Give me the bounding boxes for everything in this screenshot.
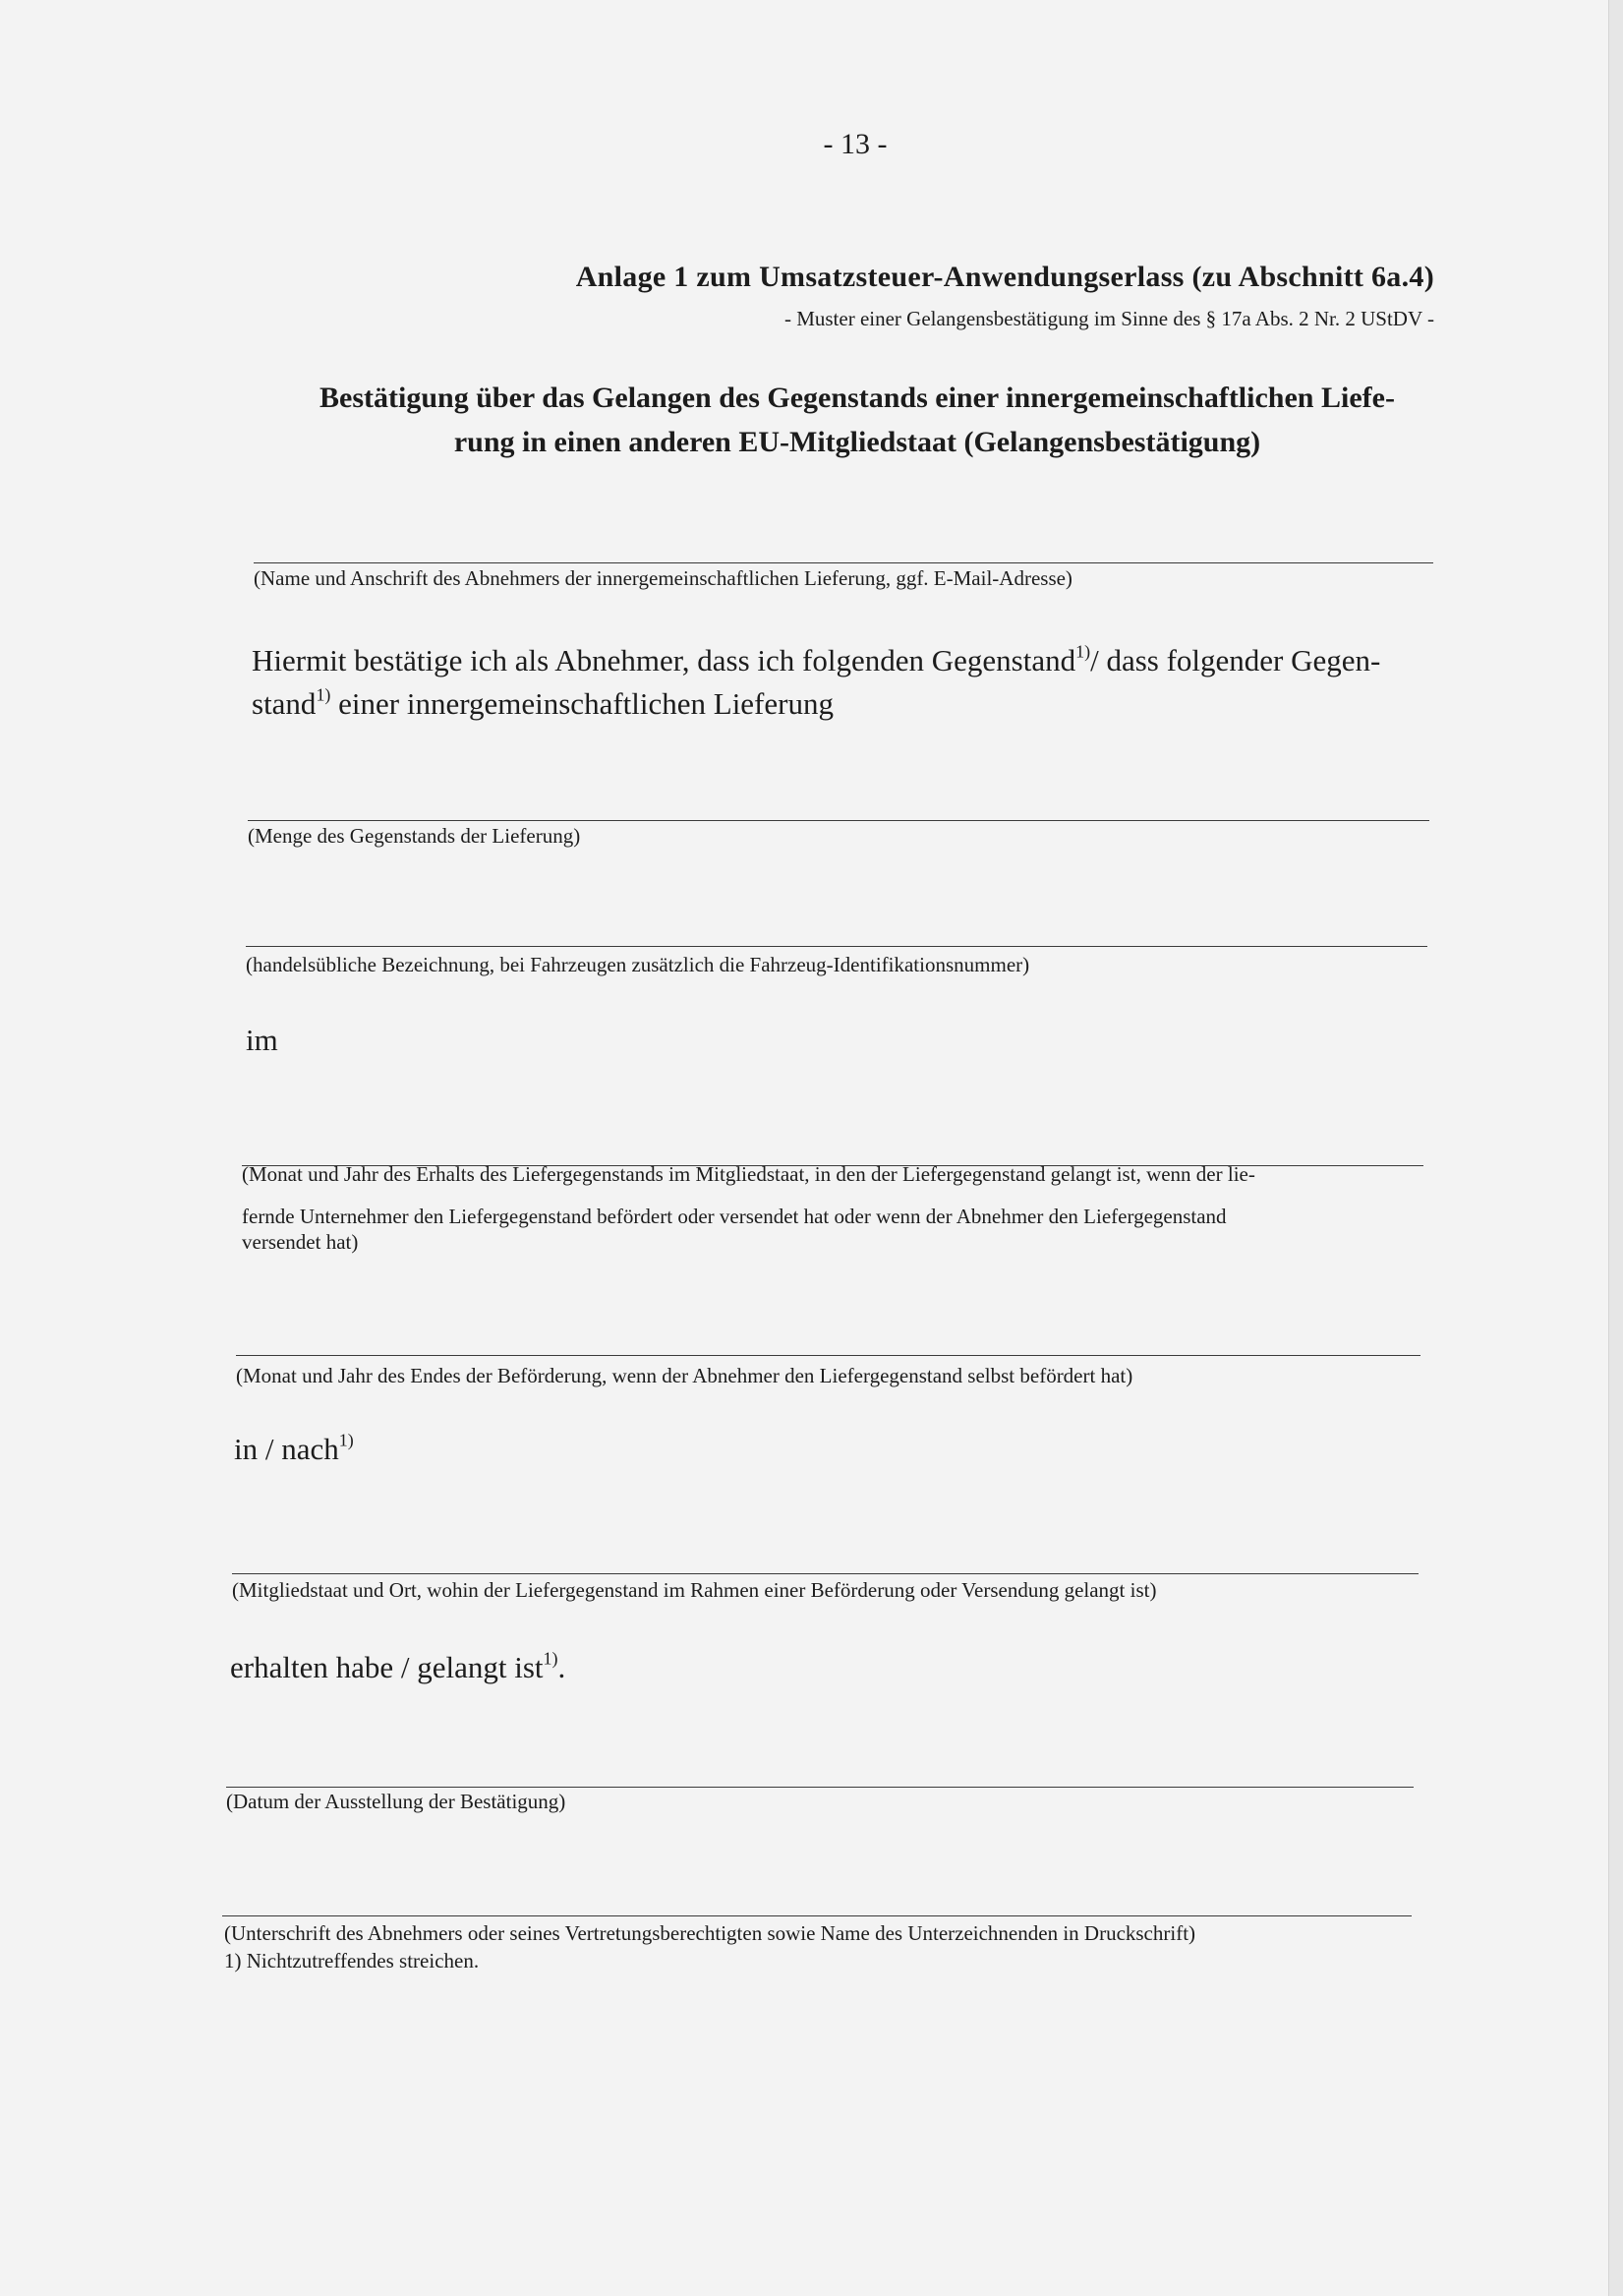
form-title-line-2: rung in einen anderen EU-Mitgliedstaat (Gelangensbestätigung): [453, 426, 1261, 458]
signature-caption: (Unterschrift des Abnehmers oder seines Vertretungsberechtigten sowie Name des Unterzeichnenden in Druckschrift): [224, 1921, 1196, 1945]
footnote-mark: 1): [338, 1430, 354, 1450]
footnote-mark: 1): [543, 1648, 558, 1669]
form-title-line-1: Bestätigung über das Gelangen des Gegenstands einer innergemeinschaftlichen Liefe-: [319, 382, 1395, 414]
issue-date-caption: (Datum der Ausstellung der Bestätigung): [226, 1790, 566, 1813]
annex-subheading: - Muster einer Gelangensbestätigung im Sinne des § 17a Abs. 2 Nr. 2 UStDV -: [783, 307, 1434, 330]
receipt-date-caption-line-1: (Monat und Jahr des Erhalts des Liefergegenstands im Mitgliedstaat, in den der Liefergegenstand gelangt ist, wenn der lie-: [242, 1162, 1255, 1186]
footnote-mark: 1): [1075, 641, 1091, 662]
footnote-text: 1) Nichtzutreffendes streichen.: [224, 1949, 480, 1972]
confirmation-statement-line-1: Hiermit bestätige ich als Abnehmer, dass ich folgenden Gegenstand$^{1)}$/ dass folgender Gegen-: [252, 641, 1381, 677]
member-state-caption: (Mitgliedstaat und Ort, wohin der Liefergegenstand im Rahmen einer Beförderung oder Versendung gelangt ist): [232, 1578, 1157, 1602]
page-number: - 13 -: [823, 128, 888, 160]
transport-end-caption: (Monat und Jahr des Endes der Beförderung, wenn der Abnehmer den Liefergegenstand selbst befördert hat): [236, 1364, 1133, 1387]
description-field-line[interactable]: [246, 946, 1427, 947]
received-statement: erhalten habe / gelangt ist$^{1)}$.: [230, 1648, 566, 1684]
im-label: im: [246, 1023, 278, 1057]
page-edge-shadow: [1608, 0, 1623, 2296]
name-field-caption: (Name und Anschrift des Abnehmers der innergemeinschaftlichen Lieferung, ggf. E-Mail-Adresse): [254, 566, 1072, 590]
receipt-date-caption-line-2: fernde Unternehmer den Liefergegenstand befördert oder versendet hat oder wenn der Abnehmer den Liefergegenstand: [242, 1205, 1227, 1228]
transport-end-field-line[interactable]: [236, 1355, 1420, 1356]
quantity-field-caption: (Menge des Gegenstands der Lieferung): [248, 824, 581, 848]
receipt-date-caption-line-3: versendet hat): [242, 1230, 359, 1254]
footnote-mark: 1): [316, 684, 331, 705]
annex-heading: Anlage 1 zum Umsatzsteuer-Anwendungserlass (zu Abschnitt 6a.4): [575, 261, 1434, 293]
confirmation-statement-line-2: stand$^{1)}$ einer innergemeinschaftlichen Lieferung: [252, 684, 834, 721]
signature-field-line[interactable]: [222, 1915, 1412, 1916]
in-nach-label: in / nach$^{1)}$: [234, 1430, 354, 1466]
description-field-caption: (handelsübliche Bezeichnung, bei Fahrzeugen zusätzlich die Fahrzeug-Identifikationsnummer): [246, 953, 1030, 976]
